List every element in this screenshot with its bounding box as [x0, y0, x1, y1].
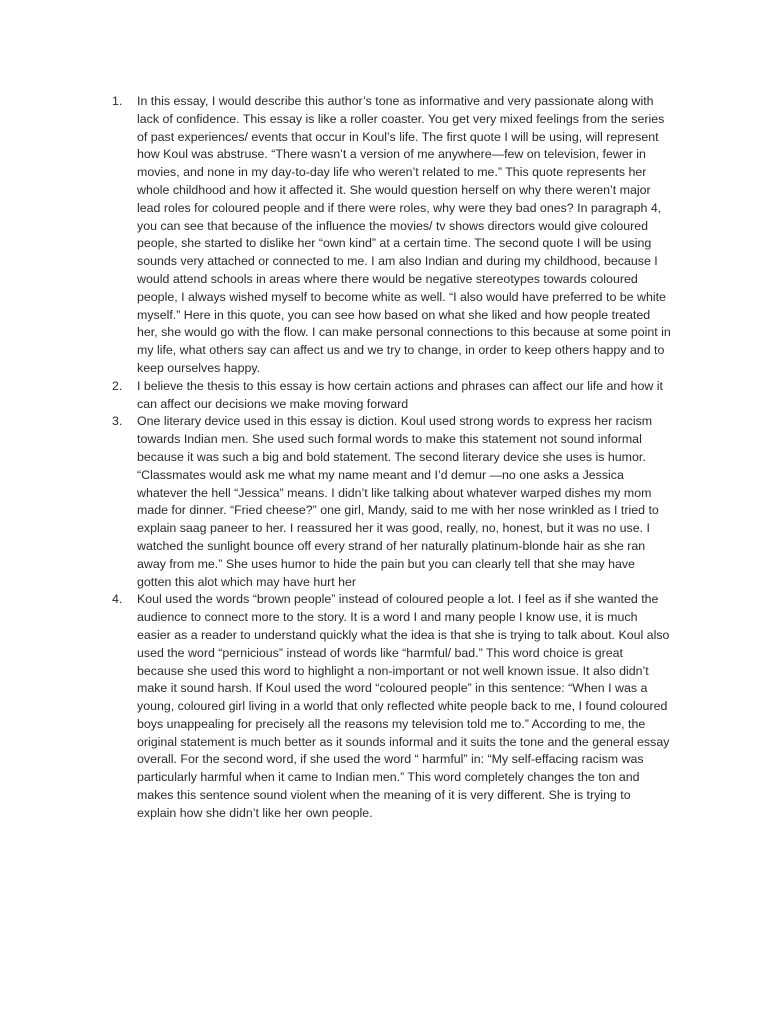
- item-number: 3.: [112, 414, 123, 429]
- item-number: 1.: [112, 94, 123, 108]
- essay-answer-list: [0, 93, 768, 823]
- item-number: 2.: [112, 378, 123, 393]
- item-text: Koul used the words “brown people” instead of coloured people a lot. I feel as if she wanted the audience to connect more to the story. It is a word I and many people I know use, it is much easier as a reader to understand quickly what the idea is that she is trying to talk about. Koul also used the word “pernicious” instead of words like “harmful/ bad.” This word choice is great because she used this word to highlight a non-important or not well known issue. It also didn’t make it sound harsh. If Koul used the word “coloured people” in this sentence: “When I was a young, coloured girl living in a world that only reflected white people back to me, I found coloured boys unappealing for precisely all the reasons my television told me to.” According to me, the original statement is much better as it sounds informal and it suits the tone and the general essay overall. For the second word, if she used the word “ harmful” in: “My self-effacing racism was particularly harmful when it came to Indian men.” This word completely changes the ton and makes this sentence sound violent when the meaning of it is very different. She is trying to explain how she didn’t like her own people.: [137, 592, 670, 820]
- item-text: One literary device used in this essay is diction. Koul used strong words to express her racism towards Indian men. She used such formal words to make this statement not sound informal because it was such a big and bold statement. The second literary device she uses is humor. “Classmates would ask me what my name meant and I’d demur —no one asks a Jessica whatever the hell “Jessica” means. I didn’t like talking about whatever warped dishes my mom made for dinner. “Fried cheese?” one girl, Mandy, said to me with her nose wrinkled as I tried to explain saag paneer to her. I reassured her it was good, really, no, honest, but it was no use. I watched the sunlight bounce off every strand of her naturally platinum-blonde hair as she ran away from me.” She uses humor to hide the pain but you can clearly tell that she may have gotten this alot which may have hurt her: [137, 414, 659, 589]
- essay-answer-item-4: [0, 591, 672, 822]
- item-text: I believe the thesis to this essay is how certain actions and phrases can affect our life and how it can affect our decisions we make moving forward: [137, 378, 663, 411]
- item-text: In this essay, I would describe this author’s tone as informative and very passionate along with lack of confidence. This essay is like a roller coaster. You get very mixed feelings from the series of past experiences/ events that occur in Koul’s life. The first quote I will be using, will represent how Koul was abstruse. “There wasn’t a version of me anywhere—few on television, fewer in movies, and none in my day-to-day life who weren’t related to me.” This quote represents her whole childhood and how it affected it. She would question herself on why there weren’t major lead roles for coloured people and if there were roles, why were they bad ones? In paragraph 4, you can see that because of the influence the movies/ tv shows directors would give coloured people, she started to dislike her “own kind” at a certain time. The second quote I will be using sounds very attached or connected to me. I am also Indian and during my childhood, because I would attend schools in areas where there would be negative stereotypes towards coloured people, I always wished myself to become white as well. “I also would have preferred to be white myself.” Here in this quote, you can see how based on what she liked and how people treated her, she would go with the flow. I can make personal connections to this because at some point in my life, what others say can affect us and we try to change, in order to keep others happy and to keep ourselves happy.: [137, 94, 671, 375]
- essay-answer-item-3: [0, 413, 672, 591]
- essay-answer-item-2: [0, 378, 672, 414]
- item-number: 4.: [112, 592, 123, 607]
- essay-answer-item-1: [0, 93, 672, 378]
